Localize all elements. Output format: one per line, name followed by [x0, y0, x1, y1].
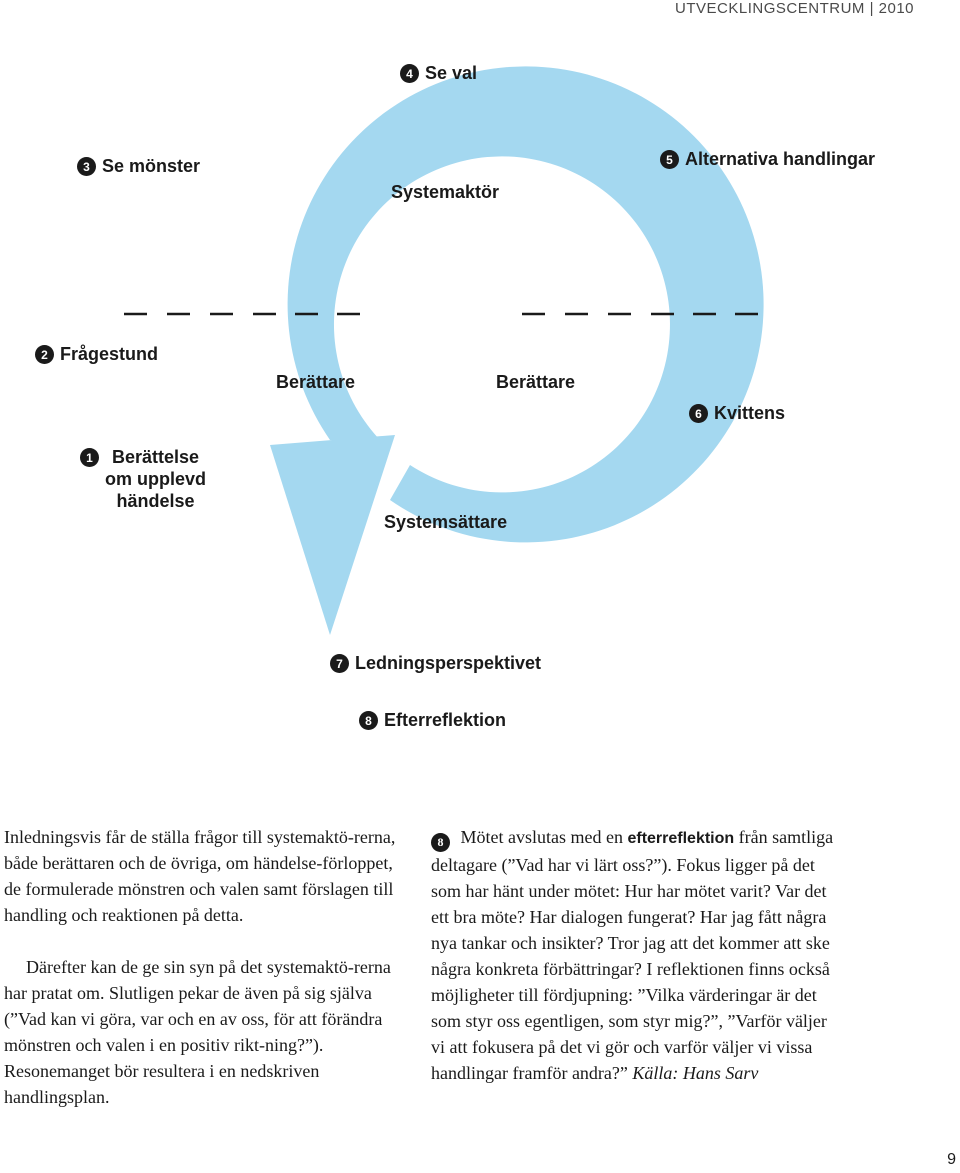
step-label-line: händelse: [116, 491, 195, 511]
step-label-text: Se mönster: [102, 156, 201, 176]
right-text-column: [431, 824, 836, 1086]
step-label-text: Kvittens: [714, 403, 786, 423]
inner-label-top: Systemaktör: [391, 182, 500, 202]
page-number: 9: [947, 1151, 956, 1168]
step-3-label: [77, 156, 200, 177]
inner-label-right: Berättare: [496, 372, 576, 392]
step-number-badge: 6: [689, 404, 708, 423]
step-number-badge: 2: [35, 345, 54, 364]
step-number-badge: 7: [330, 654, 349, 673]
step-6-label: [689, 403, 785, 424]
step-2-label: [35, 344, 158, 365]
paragraph: Inledningsvis får de ställa frågor till systemaktö-rerna, både berättaren och de övriga, om händelse-förloppet, de formulerade mönstren och valen samt förslagen till handling och reaktionen på detta.: [4, 827, 396, 925]
step-label-line: om upplevd: [105, 469, 207, 489]
step-label-text: Se val: [425, 63, 478, 83]
step-label-text: Ledningsperspektivet: [355, 653, 542, 673]
step-number-badge: 3: [77, 157, 96, 176]
running-header: UTVECKLINGSCENTRUM | 2010: [675, 0, 914, 17]
paragraph: Därefter kan de ge sin syn på det systemaktö-rerna har pratat om. Slutligen pekar de även på sig själva (”Vad kan vi göra, var och en av oss, för att förändra mönstren och valen i en positiv rikt-ning?”). Resonemanget bör resultera i en nedskriven handlingsplan.: [4, 957, 391, 1107]
step-label-text: Alternativa handlingar: [685, 149, 876, 169]
step-number-badge: 8: [431, 833, 450, 852]
step-7-label: [330, 653, 541, 674]
emphasis-term: efterreflektion: [627, 830, 735, 847]
inner-label-bottom: Systemsättare: [384, 512, 508, 532]
step-label-text: Efterreflektion: [384, 710, 507, 730]
step-8-label: [359, 710, 506, 731]
intro-text: Mötet avslutas med en: [460, 827, 623, 847]
paragraph: [431, 824, 836, 1086]
step-number-badge: 5: [660, 150, 679, 169]
step-number-badge: 8: [359, 711, 378, 730]
step-1-label: [80, 446, 206, 512]
cycle-arrowhead: [270, 435, 395, 635]
step-number-badge: 1: [80, 448, 99, 467]
step-label-line: Berättelse: [111, 447, 200, 467]
body-text: från samtliga deltagare (”Vad har vi lärt oss?”). Fokus ligger på det som har hänt under mötet: Hur har mötet varit? Var det ett bra möte? Har dialogen fungerat? Har jag fått några nya tankar och insikter? Tror jag att det kommer att ske några konkreta förbättringar? I reflektionen finns också möjligheter till fördjupning: ”Vilka värderingar är det som styr oss egentligen, som styr mig?”, ”Varför väljer vi att fokusera på det vi gör och varför väljer vi vissa handlingar framför andra?”: [431, 827, 834, 1083]
step-label-text: Frågestund: [60, 344, 159, 364]
step-4-label: [400, 63, 477, 84]
source-citation: Källa: Hans Sarv: [632, 1063, 759, 1083]
inner-label-left: Berättare: [276, 372, 356, 392]
step-label-text: [105, 446, 206, 512]
left-text-column: [4, 824, 414, 1110]
step-5-label: [660, 149, 875, 170]
step-number-badge: 4: [400, 64, 419, 83]
